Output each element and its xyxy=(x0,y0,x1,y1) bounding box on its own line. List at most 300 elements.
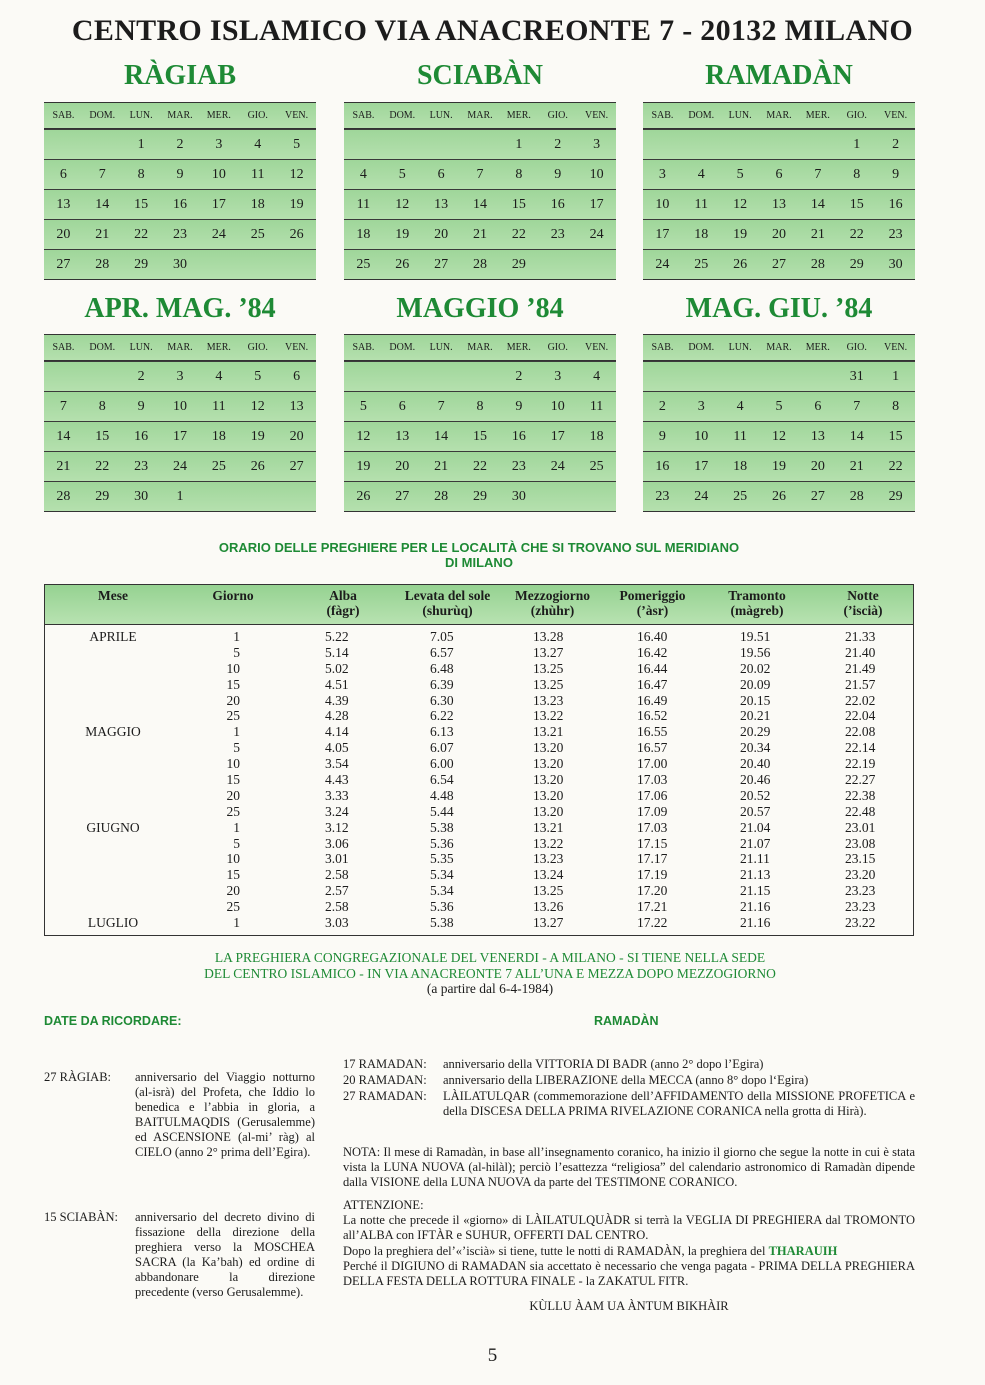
calendar-week-row xyxy=(643,481,915,511)
calendar-day: 14 xyxy=(472,196,487,212)
column-header-subtitle: (shurùq) xyxy=(422,603,473,618)
table-cell: 6.13 xyxy=(430,724,454,740)
calendar-week-row xyxy=(344,421,616,451)
friday-notice-line3: (a partire dal 6-4-1984) xyxy=(426,981,554,996)
day-header: DOM. xyxy=(89,342,116,353)
table-cell: 23.23 xyxy=(845,883,876,899)
table-cell xyxy=(53,756,173,772)
table-cell: 7.05 xyxy=(430,629,454,644)
day-header: DOM. xyxy=(688,342,715,353)
calendar-day-headers xyxy=(344,103,616,129)
tharauih-label: THARAUIH xyxy=(768,1244,838,1258)
calendar-week-row xyxy=(44,361,316,391)
calendar-day: 19 xyxy=(395,226,410,242)
table-cell: 4.48 xyxy=(430,787,454,803)
calendar-day: 24 xyxy=(655,256,670,272)
calendar-week-row xyxy=(44,249,316,279)
table-cell: 6.54 xyxy=(430,772,454,788)
table-cell: 6.07 xyxy=(430,740,454,756)
table-cell xyxy=(53,772,173,788)
column-header-title: Giorno xyxy=(212,588,254,603)
calendar-day: 12 xyxy=(395,196,410,212)
calendar-day: 9 xyxy=(515,398,523,414)
calendar-week-row xyxy=(643,189,915,219)
calendar-week-row xyxy=(643,129,915,159)
day-header: DOM. xyxy=(389,342,416,353)
calendar-day: 23 xyxy=(172,226,187,242)
calendar-day: 13 xyxy=(771,196,786,212)
calendar-day: 14 xyxy=(434,428,449,444)
calendar-day: 15 xyxy=(472,428,487,444)
day-header: GIO. xyxy=(547,342,568,353)
calendar-day: 17 xyxy=(694,458,709,474)
calendar-day: 28 xyxy=(434,488,449,504)
calendar-day: 21 xyxy=(472,226,487,242)
calendar-day: 19 xyxy=(356,458,371,474)
calendar-day: 12 xyxy=(356,428,371,444)
column-header xyxy=(708,588,806,618)
calendar-day: 7 xyxy=(476,166,484,182)
calendar-day: 13 xyxy=(434,196,449,212)
table-cell: 19.51 xyxy=(740,629,771,644)
table-cell: 17.22 xyxy=(637,915,668,931)
calendar-day: 1 xyxy=(892,368,900,384)
table-cell: 3.01 xyxy=(325,851,349,867)
calendar-week-row xyxy=(643,361,915,391)
table-cell: 5.36 xyxy=(430,835,454,851)
calendar-day: 17 xyxy=(550,428,565,444)
table-cell: 22.14 xyxy=(845,740,876,756)
table-cell: 25 xyxy=(226,899,240,915)
table-cell: 15 xyxy=(226,676,240,692)
table-cell: 23.23 xyxy=(845,899,876,915)
calendar-day: 15 xyxy=(134,196,149,212)
table-cell: 20.34 xyxy=(740,740,771,756)
calendar-day: 17 xyxy=(172,428,187,444)
calendar-day: 1 xyxy=(853,136,861,152)
calendar-day: 22 xyxy=(849,226,864,242)
calendar-title-ragiab: RÀGIAB xyxy=(123,60,236,91)
calendar-day: 9 xyxy=(554,166,562,182)
table-cell xyxy=(53,708,173,724)
table-cell xyxy=(53,788,173,804)
table-cell: 22.02 xyxy=(845,692,876,708)
table-cell: 16.47 xyxy=(637,676,668,692)
table-header xyxy=(45,585,913,625)
table-cell: 20.15 xyxy=(740,692,771,708)
calendar-week-row xyxy=(344,249,616,279)
day-header: SAB. xyxy=(52,342,75,353)
calendar-title-sciaban: SCIABÀN xyxy=(416,60,544,91)
table-cell: 17.06 xyxy=(637,787,668,803)
column-header xyxy=(815,588,911,618)
calendar-day: 26 xyxy=(733,256,748,272)
table-cell: 23.22 xyxy=(845,915,876,931)
table-cell: 16.40 xyxy=(637,629,668,644)
table-cell: 5 xyxy=(233,740,240,756)
day-header: VEN. xyxy=(285,110,309,121)
calendar-day: 8 xyxy=(98,398,106,414)
calendar-day: 26 xyxy=(250,458,265,474)
calendar-day: 19 xyxy=(289,196,304,212)
calendar-day: 25 xyxy=(250,226,265,242)
calendar-day: 14 xyxy=(810,196,825,212)
calendar-day: 1 xyxy=(176,488,184,504)
calendar-day: 12 xyxy=(733,196,748,212)
calendar-day: 28 xyxy=(472,256,487,272)
calendar-day: 3 xyxy=(658,166,666,182)
calendar-day: 30 xyxy=(172,256,187,272)
column-header-title: Pomeriggio xyxy=(619,588,686,603)
table-cell: 4.28 xyxy=(325,708,349,724)
day-header: MER. xyxy=(805,342,830,353)
column-header xyxy=(193,588,273,603)
calendar-day: 11 xyxy=(356,196,371,212)
day-header: GIO. xyxy=(247,110,268,121)
table-cell: 13.22 xyxy=(533,708,564,724)
calendar-day: 28 xyxy=(56,488,71,504)
column-header-title: Alba xyxy=(329,588,357,603)
table-cell: 4.43 xyxy=(325,772,349,788)
page-title: CENTRO ISLAMICO VIA ANACREONTE 7 - 20132 MILANO xyxy=(71,14,914,47)
table-cell: 19.56 xyxy=(740,644,771,660)
day-header: SAB. xyxy=(651,342,674,353)
day-header: MAR. xyxy=(167,110,193,121)
calendar-day-headers xyxy=(344,335,616,361)
table-cell xyxy=(53,804,173,820)
calendar-day: 18 xyxy=(733,458,748,474)
calendar-day: 20 xyxy=(56,226,71,242)
table-cell: 17.21 xyxy=(637,899,668,915)
calendar-week-row xyxy=(344,159,616,189)
calendar-day: 21 xyxy=(434,458,449,474)
table-cell: 25 xyxy=(226,708,240,724)
attenzione-paragraph-2-text: Dopo la preghiera del’«’iscià» si tiene, tutte le notti di RAMADÀN, la preghiera del xyxy=(343,1244,766,1258)
day-header: VEN. xyxy=(585,342,609,353)
table-cell: 6.48 xyxy=(430,660,454,676)
day-header: LUN. xyxy=(728,342,752,353)
calendar-title-ramadan: RAMADÀN xyxy=(705,60,853,91)
calendar-day: 30 xyxy=(888,256,903,272)
table-cell: 5 xyxy=(233,835,240,851)
table-cell: 20.46 xyxy=(740,772,771,788)
calendar-day: 26 xyxy=(771,488,786,504)
calendar-week-row xyxy=(44,189,316,219)
calendar-day: 5 xyxy=(254,368,262,384)
table-cell: 17.15 xyxy=(637,835,668,851)
table-cell: 21.07 xyxy=(740,835,771,851)
calendar-day: 22 xyxy=(888,458,903,474)
table-cell: 10 xyxy=(226,851,240,867)
calendar-day: 24 xyxy=(172,458,187,474)
table-cell: 17.03 xyxy=(637,819,668,835)
calendar-week-row xyxy=(344,219,616,249)
table-cell: 21.49 xyxy=(845,660,876,676)
table-cell: 21.40 xyxy=(845,644,876,660)
calendar-day: 29 xyxy=(472,488,487,504)
table-cell: 13.25 xyxy=(533,660,564,676)
column-header-subtitle: (màgreb) xyxy=(730,603,784,618)
table-cell: 21.33 xyxy=(845,629,876,644)
calendar-day: 20 xyxy=(395,458,410,474)
calendar-day: 24 xyxy=(550,458,565,474)
table-cell: 13.28 xyxy=(533,629,564,644)
day-header: SAB. xyxy=(352,342,375,353)
table-cell xyxy=(53,661,173,677)
calendar-day: 30 xyxy=(511,488,526,504)
calendar-day: 8 xyxy=(476,398,484,414)
calendar-day: 4 xyxy=(215,368,223,384)
table-cell: 21.11 xyxy=(740,851,770,867)
calendar-day: 23 xyxy=(655,488,670,504)
ramadan-17-label: 17 RAMADAN: xyxy=(343,1057,427,1071)
table-cell: 5.38 xyxy=(430,915,454,931)
calendar-day: 28 xyxy=(810,256,825,272)
section-dates-heading: DATE DA RICORDARE: xyxy=(44,1014,182,1028)
table-cell: 1 xyxy=(233,819,240,835)
calendar-week-row xyxy=(344,391,616,421)
table-cell xyxy=(53,645,173,661)
calendar-day: 13 xyxy=(289,398,304,414)
calendar-day: 7 xyxy=(814,166,822,182)
day-header: LUN. xyxy=(129,110,153,121)
table-cell: 3.24 xyxy=(325,803,349,819)
calendar-day: 4 xyxy=(359,166,367,182)
day-header: VEN. xyxy=(884,110,908,121)
calendar-day: 11 xyxy=(250,166,265,182)
table-cell: 22.04 xyxy=(845,708,876,724)
calendar-day: 17 xyxy=(211,196,226,212)
calendar-day: 2 xyxy=(176,136,184,152)
day-header: MER. xyxy=(506,342,531,353)
prayer-caption xyxy=(100,540,858,570)
table-cell: LUGLIO xyxy=(87,915,139,931)
table-cell: 22.27 xyxy=(845,772,876,788)
calendar-day-headers xyxy=(44,335,316,361)
calendar-apr-mag xyxy=(44,334,316,512)
table-cell xyxy=(53,836,173,852)
calendar-day: 24 xyxy=(589,226,604,242)
column-header-subtitle: (zhùhr) xyxy=(530,603,575,618)
table-cell: 13.23 xyxy=(533,692,564,708)
calendar-day: 7 xyxy=(59,398,67,414)
column-header xyxy=(53,588,173,603)
calendar-day: 5 xyxy=(398,166,406,182)
calendar-day: 6 xyxy=(59,166,67,182)
calendar-week-row xyxy=(643,391,915,421)
calendar-day: 27 xyxy=(434,256,449,272)
table-cell: 10 xyxy=(226,756,240,772)
calendar-day: 27 xyxy=(810,488,825,504)
table-cell: 17.00 xyxy=(637,756,668,772)
table-cell: 5.44 xyxy=(430,803,454,819)
calendar-day: 29 xyxy=(849,256,864,272)
table-cell: 16.57 xyxy=(637,740,668,756)
calendar-day: 10 xyxy=(211,166,226,182)
table-cell: 6.57 xyxy=(430,644,454,660)
table-cell: 22.19 xyxy=(845,756,876,772)
calendar-day: 9 xyxy=(658,428,666,444)
calendar-day: 24 xyxy=(694,488,709,504)
calendar-day: 14 xyxy=(95,196,110,212)
calendar-day: 16 xyxy=(888,196,903,212)
table-cell: 5.14 xyxy=(325,644,349,660)
table-cell: 13.21 xyxy=(533,819,564,835)
calendar-day: 24 xyxy=(211,226,226,242)
calendar-day: 15 xyxy=(888,428,903,444)
table-column xyxy=(845,629,885,931)
table-cell: 25 xyxy=(226,803,240,819)
calendar-day: 21 xyxy=(56,458,71,474)
column-header-title: Mese xyxy=(98,588,128,603)
calendar-day: 13 xyxy=(395,428,410,444)
calendar-day: 12 xyxy=(771,428,786,444)
table-cell: 17.17 xyxy=(637,851,668,867)
table-cell: 17.19 xyxy=(637,867,668,883)
table-cell: 23.08 xyxy=(845,835,876,851)
calendar-day: 5 xyxy=(293,136,301,152)
calendar-day: 2 xyxy=(137,368,145,384)
table-cell: 21.15 xyxy=(740,883,771,899)
day-header: DOM. xyxy=(389,110,416,121)
table-cell: 22.38 xyxy=(845,787,876,803)
calendar-day: 25 xyxy=(211,458,226,474)
prayer-caption-line1: ORARIO DELLE PREGHIERE PER LE LOCALITÀ CHE SI TROVANO SUL MERIDIANO xyxy=(218,540,740,555)
calendar-day: 3 xyxy=(554,368,562,384)
table-cell: 17.03 xyxy=(637,772,668,788)
day-header: LUN. xyxy=(129,342,153,353)
calendar-day: 27 xyxy=(771,256,786,272)
calendar-day-headers xyxy=(44,103,316,129)
calendar-day: 18 xyxy=(250,196,265,212)
page-number: 5 xyxy=(487,1345,498,1366)
calendar-day: 10 xyxy=(694,428,709,444)
table-column xyxy=(533,629,573,931)
table-cell: 20 xyxy=(226,883,240,899)
calendar-day: 2 xyxy=(658,398,666,414)
calendar-day: 2 xyxy=(515,368,523,384)
table-cell xyxy=(53,740,173,756)
calendar-day: 29 xyxy=(511,256,526,272)
calendar-day: 21 xyxy=(95,226,110,242)
table-cell xyxy=(53,693,173,709)
calendar-title-apr-mag: APR. MAG. ’84 xyxy=(84,293,276,324)
table-cell: MAGGIO xyxy=(85,724,141,740)
table-cell: 4.05 xyxy=(325,740,349,756)
calendar-day: 19 xyxy=(733,226,748,242)
calendar-maggio xyxy=(344,334,616,512)
table-cell: 13.25 xyxy=(533,676,564,692)
calendar-day: 29 xyxy=(95,488,110,504)
table-cell: 23.20 xyxy=(845,867,876,883)
calendar-day: 21 xyxy=(810,226,825,242)
day-header: MAR. xyxy=(467,110,493,121)
table-column xyxy=(430,629,470,931)
column-header-subtitle: (’àsr) xyxy=(636,603,669,618)
calendar-day: 26 xyxy=(395,256,410,272)
table-cell: 6.22 xyxy=(430,708,454,724)
calendar-day: 6 xyxy=(814,398,822,414)
calendar-day: 5 xyxy=(775,398,783,414)
calendar-sciaban xyxy=(344,102,616,280)
day-header: MAR. xyxy=(766,110,792,121)
table-cell: 4.14 xyxy=(325,724,349,740)
table-cell: 13.27 xyxy=(533,915,564,931)
table-cell: 13.20 xyxy=(533,787,564,803)
calendar-day: 28 xyxy=(95,256,110,272)
table-cell: 20.29 xyxy=(740,724,771,740)
calendar-day: 6 xyxy=(293,368,301,384)
calendar-week-row xyxy=(643,249,915,279)
calendar-day: 9 xyxy=(176,166,184,182)
calendar-day: 2 xyxy=(554,136,562,152)
column-header-subtitle: (fàgr) xyxy=(326,603,360,618)
calendar-day: 8 xyxy=(853,166,861,182)
calendar-day: 1 xyxy=(137,136,145,152)
day-header: MER. xyxy=(506,110,531,121)
table-cell: 20.09 xyxy=(740,676,771,692)
table-column xyxy=(53,629,173,931)
attenzione-paragraph-1: La notte che precede il «giorno» di LÀILATULQUÀDR si terrà la VEGLIA DI PREGHIERA dal TROMONTO all’ALBA con IFTÀR e SUHUR, OFFERTI DAL CENTRO. xyxy=(343,1213,915,1242)
table-cell xyxy=(53,899,173,915)
calendar-title-mag-giu: MAG. GIU. ’84 xyxy=(685,293,873,324)
calendar-title-maggio: MAGGIO ’84 xyxy=(396,293,564,324)
table-cell: 13.23 xyxy=(533,851,564,867)
day-header: GIO. xyxy=(846,110,867,121)
friday-notice xyxy=(60,950,920,997)
calendar-day: 10 xyxy=(550,398,565,414)
calendar-day: 18 xyxy=(356,226,371,242)
table-cell: 13.20 xyxy=(533,740,564,756)
calendar-day: 27 xyxy=(56,256,71,272)
calendar-day: 25 xyxy=(694,256,709,272)
table-cell: 1 xyxy=(233,915,240,931)
table-cell: 21.16 xyxy=(740,899,771,915)
prayer-caption-line2: DI MILANO xyxy=(445,555,513,570)
calendar-day: 4 xyxy=(697,166,705,182)
table-cell: 13.20 xyxy=(533,756,564,772)
day-header: VEN. xyxy=(884,342,908,353)
day-header: MER. xyxy=(206,342,231,353)
calendar-day: 13 xyxy=(56,196,71,212)
calendar-week-row xyxy=(44,129,316,159)
calendar-day: 6 xyxy=(398,398,406,414)
calendar-day: 10 xyxy=(172,398,187,414)
table-cell: 5.02 xyxy=(325,660,349,676)
table-cell: 23.01 xyxy=(845,819,876,835)
table-cell: 20 xyxy=(226,692,240,708)
calendar-day: 13 xyxy=(810,428,825,444)
day-header: DOM. xyxy=(688,110,715,121)
calendar-day: 20 xyxy=(810,458,825,474)
calendar-week-row xyxy=(643,421,915,451)
calendar-day: 11 xyxy=(694,196,709,212)
calendar-day: 11 xyxy=(733,428,747,444)
table-cell xyxy=(53,851,173,867)
table-cell: 21.04 xyxy=(740,819,771,835)
table-cell: 5.34 xyxy=(430,867,454,883)
table-column xyxy=(637,629,677,931)
day-header: LUN. xyxy=(728,110,752,121)
calendar-day: 25 xyxy=(733,488,748,504)
table-cell: 13.21 xyxy=(533,724,564,740)
calendar-day: 7 xyxy=(98,166,106,182)
day-header: LUN. xyxy=(429,110,453,121)
calendar-day: 27 xyxy=(289,458,304,474)
calendar-day: 29 xyxy=(888,488,903,504)
calendar-day: 14 xyxy=(56,428,71,444)
table-cell: 20.52 xyxy=(740,787,771,803)
